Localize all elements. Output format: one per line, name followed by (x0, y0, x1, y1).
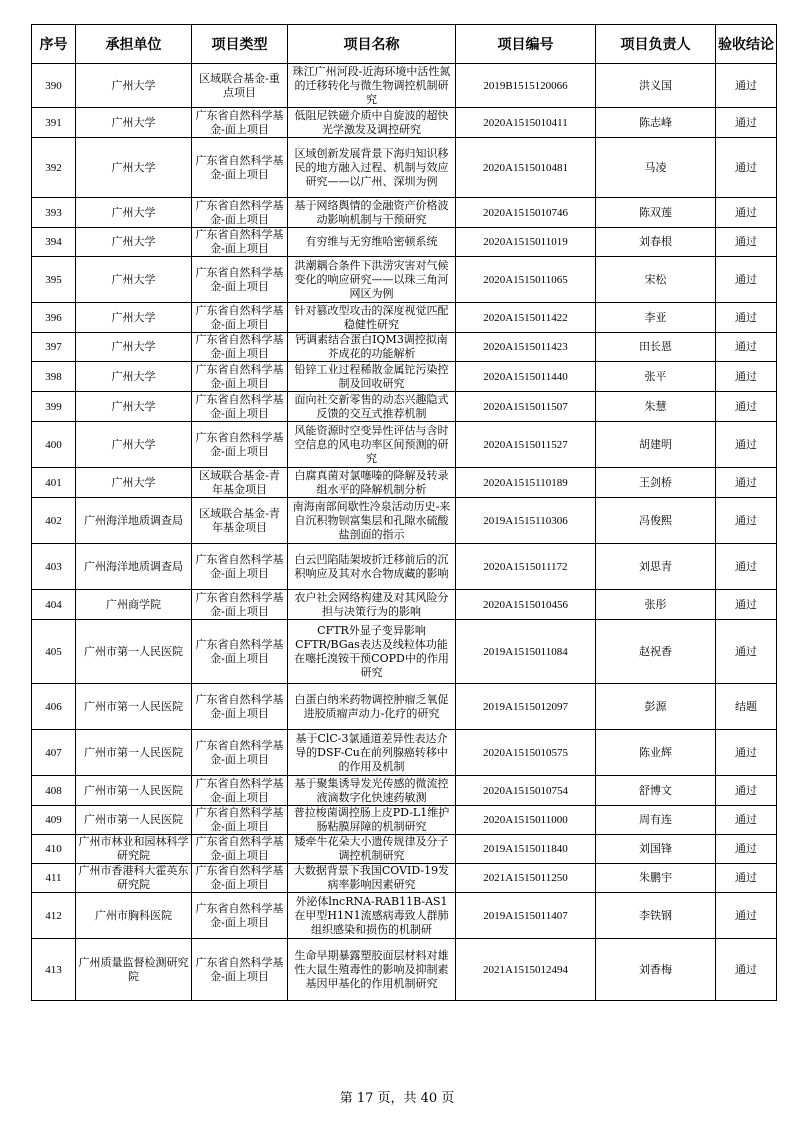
header-name: 项目名称 (288, 25, 456, 64)
table-row (32, 257, 777, 303)
header-code: 项目编号 (456, 25, 596, 64)
cell-code: 2020A1515011423 (456, 333, 596, 362)
cell-code: 2020A1515010746 (456, 198, 596, 228)
cell-type: 广东省自然科学基金-面上项目 (192, 939, 288, 1001)
cell-code: 2020A1515011507 (456, 392, 596, 422)
cell-seq: 400 (32, 422, 76, 468)
cell-leader: 刘春根 (596, 228, 716, 257)
cell-result: 通过 (716, 730, 777, 776)
cell-result: 通过 (716, 806, 777, 835)
cell-name: 生命早期暴露塑胶面层材料对雄性大鼠生殖毒性的影响及抑制素基因甲基化的作用机制研究 (288, 939, 456, 1001)
table-row (32, 108, 777, 138)
cell-unit: 广州大学 (76, 64, 192, 108)
table-row (32, 544, 777, 590)
cell-result: 通过 (716, 362, 777, 392)
cell-result: 通过 (716, 468, 777, 498)
cell-name: 针对篡改型攻击的深度视觉匹配稳健性研究 (288, 303, 456, 333)
cell-result: 通过 (716, 108, 777, 138)
cell-type: 广东省自然科学基金-面上项目 (192, 684, 288, 730)
cell-code: 2019A1515011840 (456, 835, 596, 864)
header-leader: 项目负责人 (596, 25, 716, 64)
cell-seq: 405 (32, 620, 76, 684)
table-row (32, 198, 777, 228)
cell-seq: 396 (32, 303, 76, 333)
cell-leader: 王剑桥 (596, 468, 716, 498)
cell-unit: 广州大学 (76, 138, 192, 198)
cell-name: 铅锌工业过程稀散金属铊污染控制及回收研究 (288, 362, 456, 392)
cell-name: 洪潮耦合条件下洪涝灾害对气候变化的响应研究——以珠三角河网区为例 (288, 257, 456, 303)
cell-unit: 广州商学院 (76, 590, 192, 620)
cell-seq: 411 (32, 864, 76, 893)
table-row (32, 392, 777, 422)
cell-name: CFTR外显子变异影响CFTR/BGas表达及线粒体功能在噻托溴铵干预COPD中的作用研究 (288, 620, 456, 684)
table-row (32, 864, 777, 893)
cell-type: 广东省自然科学基金-面上项目 (192, 303, 288, 333)
cell-type: 区域联合基金-青年基金项目 (192, 498, 288, 544)
cell-code: 2020A1515011172 (456, 544, 596, 590)
cell-result: 通过 (716, 864, 777, 893)
cell-code: 2019A1515110306 (456, 498, 596, 544)
cell-unit: 广州大学 (76, 108, 192, 138)
cell-type: 广东省自然科学基金-面上项目 (192, 392, 288, 422)
cell-leader: 陈双莲 (596, 198, 716, 228)
cell-name: 普拉梭菌调控肠上皮PD-L1维护肠粘膜屏障的机制研究 (288, 806, 456, 835)
cell-result: 通过 (716, 138, 777, 198)
cell-type: 区域联合基金-重点项目 (192, 64, 288, 108)
cell-seq: 403 (32, 544, 76, 590)
cell-code: 2020A1515011440 (456, 362, 596, 392)
cell-leader: 张平 (596, 362, 716, 392)
cell-unit: 广州市第一人民医院 (76, 806, 192, 835)
cell-unit: 广州市第一人民医院 (76, 730, 192, 776)
cell-result: 通过 (716, 498, 777, 544)
cell-leader: 陈志峰 (596, 108, 716, 138)
cell-unit: 广州海洋地质调查局 (76, 544, 192, 590)
table-row (32, 939, 777, 1001)
cell-leader: 周有连 (596, 806, 716, 835)
table-row (32, 498, 777, 544)
table-row (32, 806, 777, 835)
table-row (32, 893, 777, 939)
cell-seq: 391 (32, 108, 76, 138)
cell-code: 2020A1515011527 (456, 422, 596, 468)
cell-seq: 409 (32, 806, 76, 835)
cell-code: 2019A1515011407 (456, 893, 596, 939)
cell-unit: 广州海洋地质调查局 (76, 498, 192, 544)
table-row (32, 362, 777, 392)
table-row (32, 468, 777, 498)
cell-code: 2020A1515010754 (456, 776, 596, 806)
cell-leader: 赵祝香 (596, 620, 716, 684)
cell-seq: 393 (32, 198, 76, 228)
cell-type: 广东省自然科学基金-面上项目 (192, 806, 288, 835)
cell-name: 珠江广州河段-近海环境中活性氮的迁移转化与微生物调控机制研究 (288, 64, 456, 108)
cell-unit: 广州质量监督检测研究院 (76, 939, 192, 1001)
cell-type: 广东省自然科学基金-面上项目 (192, 620, 288, 684)
cell-result: 通过 (716, 590, 777, 620)
cell-seq: 412 (32, 893, 76, 939)
table-row (32, 730, 777, 776)
cell-type: 广东省自然科学基金-面上项目 (192, 590, 288, 620)
cell-result: 通过 (716, 544, 777, 590)
cell-code: 2021A1515012494 (456, 939, 596, 1001)
table-row (32, 776, 777, 806)
cell-code: 2020A1515010411 (456, 108, 596, 138)
header-type: 项目类型 (192, 25, 288, 64)
cell-leader: 李铁钢 (596, 893, 716, 939)
cell-name: 白蛋白纳米药物调控肿瘤乏氧促进胶质瘤声动力-化疗的研究 (288, 684, 456, 730)
table-row (32, 620, 777, 684)
cell-seq: 406 (32, 684, 76, 730)
cell-leader: 朱鹏宇 (596, 864, 716, 893)
cell-leader: 张彤 (596, 590, 716, 620)
table-row (32, 64, 777, 108)
cell-unit: 广州大学 (76, 198, 192, 228)
cell-seq: 404 (32, 590, 76, 620)
cell-result: 通过 (716, 257, 777, 303)
cell-type: 广东省自然科学基金-面上项目 (192, 544, 288, 590)
cell-seq: 410 (32, 835, 76, 864)
cell-name: 白腐真菌对氯噻嗪的降解及转录组水平的降解机制分析 (288, 468, 456, 498)
cell-name: 外泌体lncRNA-RAB11B-AS1在甲型H1N1流感病毒致人群肺组织感染和损伤的机制研 (288, 893, 456, 939)
cell-leader: 朱慧 (596, 392, 716, 422)
cell-result: 通过 (716, 939, 777, 1001)
cell-unit: 广州大学 (76, 422, 192, 468)
cell-unit: 广州市胸科医院 (76, 893, 192, 939)
table-row (32, 303, 777, 333)
cell-name: 有穷维与无穷维哈密顿系统 (288, 228, 456, 257)
cell-type: 广东省自然科学基金-面上项目 (192, 108, 288, 138)
cell-code: 2020A1515010481 (456, 138, 596, 198)
cell-code: 2020A1515011065 (456, 257, 596, 303)
cell-code: 2019B1515120066 (456, 64, 596, 108)
cell-unit: 广州市林业和园林科学研究院 (76, 835, 192, 864)
cell-code: 2020A1515110189 (456, 468, 596, 498)
cell-name: 风能资源时空变异性评估与含时空信息的风电功率区间预测的研究 (288, 422, 456, 468)
cell-seq: 390 (32, 64, 76, 108)
cell-leader: 陈业辉 (596, 730, 716, 776)
table-row (32, 835, 777, 864)
cell-name: 农户社会网络构建及对其风险分担与决策行为的影响 (288, 590, 456, 620)
cell-seq: 413 (32, 939, 76, 1001)
cell-type: 广东省自然科学基金-面上项目 (192, 228, 288, 257)
cell-type: 广东省自然科学基金-面上项目 (192, 198, 288, 228)
cell-name: 钙调素结合蛋白IQM3调控拟南芥成花的功能解析 (288, 333, 456, 362)
cell-name: 基于ClC-3氯通道差异性表达介导的DSF-Cu在前列腺癌转移中的作用及机制 (288, 730, 456, 776)
cell-type: 区域联合基金-青年基金项目 (192, 468, 288, 498)
cell-unit: 广州市第一人民医院 (76, 684, 192, 730)
page-footer: 第 17 页，共 40 页 (339, 1091, 455, 1106)
cell-result: 通过 (716, 64, 777, 108)
cell-unit: 广州大学 (76, 228, 192, 257)
table-row (32, 138, 777, 198)
cell-seq: 395 (32, 257, 76, 303)
cell-code: 2020A1515011422 (456, 303, 596, 333)
cell-unit: 广州市香港科大霍英东研究院 (76, 864, 192, 893)
cell-result: 通过 (716, 333, 777, 362)
cell-result: 通过 (716, 620, 777, 684)
cell-result: 通过 (716, 835, 777, 864)
cell-result: 通过 (716, 422, 777, 468)
cell-unit: 广州大学 (76, 303, 192, 333)
cell-result: 通过 (716, 392, 777, 422)
cell-name: 基于网络舆情的金融资产价格波动影响机制与干预研究 (288, 198, 456, 228)
cell-leader: 李亚 (596, 303, 716, 333)
cell-code: 2020A1515010575 (456, 730, 596, 776)
cell-seq: 398 (32, 362, 76, 392)
cell-seq: 407 (32, 730, 76, 776)
cell-name: 南海南部间歇性冷泉活动历史-来自沉积物钡富集层和孔隙水硫酸盐剖面的指示 (288, 498, 456, 544)
cell-code: 2020A1515010456 (456, 590, 596, 620)
cell-leader: 宋松 (596, 257, 716, 303)
cell-seq: 402 (32, 498, 76, 544)
cell-result: 结题 (716, 684, 777, 730)
cell-seq: 399 (32, 392, 76, 422)
header-row (32, 25, 777, 64)
cell-code: 2020A1515011000 (456, 806, 596, 835)
cell-result: 通过 (716, 776, 777, 806)
cell-seq: 408 (32, 776, 76, 806)
cell-unit: 广州市第一人民医院 (76, 620, 192, 684)
cell-unit: 广州市第一人民医院 (76, 776, 192, 806)
cell-code: 2020A1515011019 (456, 228, 596, 257)
cell-unit: 广州大学 (76, 257, 192, 303)
cell-leader: 舒博文 (596, 776, 716, 806)
cell-leader: 洪义国 (596, 64, 716, 108)
cell-type: 广东省自然科学基金-面上项目 (192, 422, 288, 468)
cell-type: 广东省自然科学基金-面上项目 (192, 893, 288, 939)
cell-seq: 397 (32, 333, 76, 362)
cell-code: 2021A1515011250 (456, 864, 596, 893)
cell-name: 区域创新发展背景下海归知识移民的地方融入过程、机制与效应研究——以广州、深圳为例 (288, 138, 456, 198)
header-unit: 承担单位 (76, 25, 192, 64)
cell-type: 广东省自然科学基金-面上项目 (192, 730, 288, 776)
cell-name: 低阻尼铁磁介质中自旋波的超快光学激发及调控研究 (288, 108, 456, 138)
cell-unit: 广州大学 (76, 468, 192, 498)
header-result: 验收结论 (716, 25, 777, 64)
cell-result: 通过 (716, 893, 777, 939)
cell-name: 面向社交新零售的动态兴趣隐式反馈的交互式推荐机制 (288, 392, 456, 422)
cell-seq: 401 (32, 468, 76, 498)
cell-name: 基于聚集诱导发光传感的微流控液滴数字化快速药敏测 (288, 776, 456, 806)
cell-leader: 田长恩 (596, 333, 716, 362)
cell-code: 2019A1515012097 (456, 684, 596, 730)
cell-name: 白云凹陷陆架坡折迁移前后的沉积响应及其对水合物成藏的影响 (288, 544, 456, 590)
table-row (32, 228, 777, 257)
cell-leader: 刘香梅 (596, 939, 716, 1001)
cell-name: 大数据背景下我国COVID-19发病率影响因素研究 (288, 864, 456, 893)
cell-code: 2019A1515011084 (456, 620, 596, 684)
cell-type: 广东省自然科学基金-面上项目 (192, 333, 288, 362)
cell-leader: 刘国锋 (596, 835, 716, 864)
cell-seq: 394 (32, 228, 76, 257)
cell-type: 广东省自然科学基金-面上项目 (192, 138, 288, 198)
cell-result: 通过 (716, 198, 777, 228)
cell-type: 广东省自然科学基金-面上项目 (192, 776, 288, 806)
cell-unit: 广州大学 (76, 333, 192, 362)
cell-result: 通过 (716, 303, 777, 333)
cell-leader: 冯俊熙 (596, 498, 716, 544)
cell-type: 广东省自然科学基金-面上项目 (192, 864, 288, 893)
cell-type: 广东省自然科学基金-面上项目 (192, 835, 288, 864)
cell-result: 通过 (716, 228, 777, 257)
cell-unit: 广州大学 (76, 362, 192, 392)
cell-leader: 彭源 (596, 684, 716, 730)
table-row (32, 422, 777, 468)
cell-type: 广东省自然科学基金-面上项目 (192, 257, 288, 303)
cell-leader: 马凌 (596, 138, 716, 198)
cell-leader: 刘思青 (596, 544, 716, 590)
table-row (32, 333, 777, 362)
table-row (32, 684, 777, 730)
cell-name: 矮牵牛花朵大小遗传规律及分子调控机制研究 (288, 835, 456, 864)
cell-seq: 392 (32, 138, 76, 198)
cell-leader: 胡建明 (596, 422, 716, 468)
header-seq: 序号 (32, 25, 76, 64)
project-acceptance-table (31, 24, 777, 1001)
cell-type: 广东省自然科学基金-面上项目 (192, 362, 288, 392)
table-row (32, 590, 777, 620)
cell-unit: 广州大学 (76, 392, 192, 422)
